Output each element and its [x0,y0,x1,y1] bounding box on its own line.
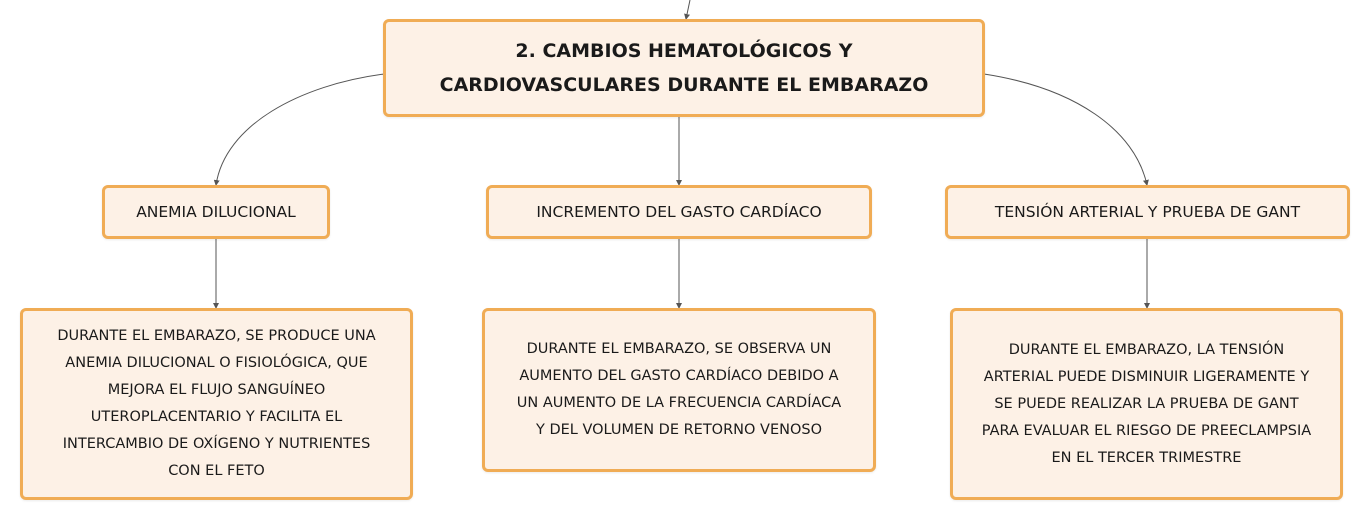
detail-line: DURANTE EL EMBARAZO, SE PRODUCE UNA [57,328,376,344]
detail-node-anemia[interactable] [20,308,413,500]
subtopic-node-anemia[interactable] [102,185,330,239]
detail-node-gasto-cardiaco[interactable] [482,308,876,472]
subtopic-title: INCREMENTO DEL GASTO CARDÍACO [536,203,822,221]
detail-line: UN AUMENTO DE LA FRECUENCIA CARDÍACA [516,395,842,411]
detail-line: ARTERIAL PUEDE DISMINUIR LIGERAMENTE Y [983,368,1310,385]
subtopic-node-gasto-cardiaco[interactable] [486,185,872,239]
connector-main-to-anemia [216,74,384,185]
detail-line: Y DEL VOLUMEN DE RETORNO VENOSO [536,422,822,438]
detail-line: ANEMIA DILUCIONAL O FISIOLÓGICA, QUE [65,355,368,371]
detail-line: PARA EVALUAR EL RIESGO DE PREECLAMPSIA [981,422,1312,439]
detail-line: CON EL FETO [168,463,265,479]
detail-node-tension-arterial[interactable] [950,308,1343,500]
connector-main-to-tension [984,74,1147,185]
main-topic-line-1: 2. CAMBIOS HEMATOLÓGICOS Y [515,40,853,62]
subtopic-title: TENSIÓN ARTERIAL Y PRUEBA DE GANT [994,203,1301,221]
detail-line: MEJORA EL FLUJO SANGUÍNEO [107,382,326,398]
detail-line: INTERCAMBIO DE OXÍGENO Y NUTRIENTES [62,436,371,452]
detail-line: SE PUEDE REALIZAR LA PRUEBA DE GANT [994,395,1299,412]
detail-line: UTEROPLACENTARIO Y FACILITA EL [90,409,343,425]
subtopic-title: ANEMIA DILUCIONAL [136,203,296,221]
subtopic-node-tension-arterial[interactable] [945,185,1350,239]
detail-line: AUMENTO DEL GASTO CARDÍACO DEBIDO A [519,368,839,384]
detail-line: DURANTE EL EMBARAZO, SE OBSERVA UN [526,341,832,357]
detail-line: EN EL TERCER TRIMESTRE [1051,449,1242,466]
detail-line: DURANTE EL EMBARAZO, LA TENSIÓN [1008,341,1285,358]
main-topic-node[interactable] [383,19,985,117]
connector-parent-to-main [686,0,690,19]
main-topic-line-2: CARDIOVASCULARES DURANTE EL EMBARAZO [439,74,929,96]
